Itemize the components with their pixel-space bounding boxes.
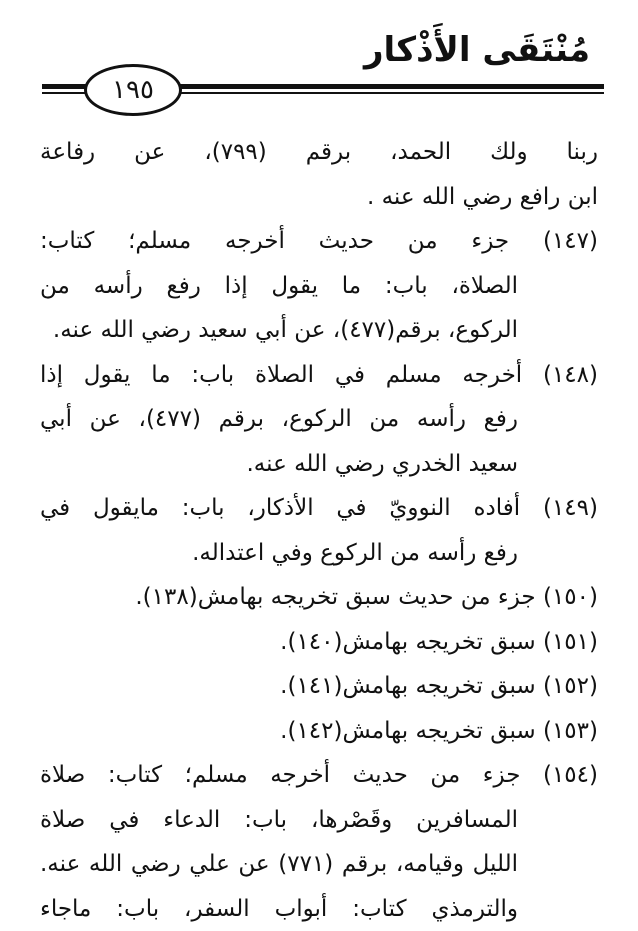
text-line: الليل وقيامه، برقم (٧٧١) عن علي رضي الله عنه.: [40, 842, 598, 887]
text-line: رفع رأسه من الركوع وفي اعتداله.: [40, 531, 598, 576]
text-line: المسافرين وقَصْرها، باب: الدعاء في صلاة: [40, 798, 598, 843]
text-line: (١٤٩) أفاده النوويّ في الأذكار، باب: مايقول في: [40, 486, 598, 531]
text-line: (١٤٧) جزء من حديث أخرجه مسلم؛ كتاب:: [40, 219, 598, 264]
book-title: مُنْتَقَى الأَذْكار: [364, 30, 590, 70]
text-line: رفع رأسه من الركوع، برقم (٤٧٧)، عن أبي: [40, 397, 598, 442]
text-line: سعيد الخدري رضي الله عنه.: [40, 442, 598, 487]
text-line: الركوع، برقم(٤٧٧)، عن أبي سعيد رضي الله عنه.: [40, 308, 598, 353]
text-line: الصلاة، باب: ما يقول إذا رفع رأسه من: [40, 264, 598, 309]
text-line: ابن رافع رضي الله عنه .: [40, 175, 598, 220]
text-line: (١٥٢) سبق تخريجه بهامش(١٤١).: [40, 664, 598, 709]
footnotes-body: [40, 130, 598, 931]
text-line: ربنا ولك الحمد، برقم (٧٩٩)، عن رفاعة: [40, 130, 598, 175]
text-line: (١٥١) سبق تخريجه بهامش(١٤٠).: [40, 620, 598, 665]
text-line: (١٤٨) أخرجه مسلم في الصلاة باب: ما يقول إذا: [40, 353, 598, 398]
page-number-badge: ١٩٥: [84, 64, 182, 116]
text-line: (١٥٠) جزء من حديث سبق تخريجه بهامش(١٣٨).: [40, 575, 598, 620]
text-line: والترمذي كتاب: أبواب السفر، باب: ماجاء: [40, 887, 598, 931]
text-line: (١٥٤) جزء من حديث أخرجه مسلم؛ كتاب: صلاة: [40, 753, 598, 798]
text-line: (١٥٣) سبق تخريجه بهامش(١٤٢).: [40, 709, 598, 754]
